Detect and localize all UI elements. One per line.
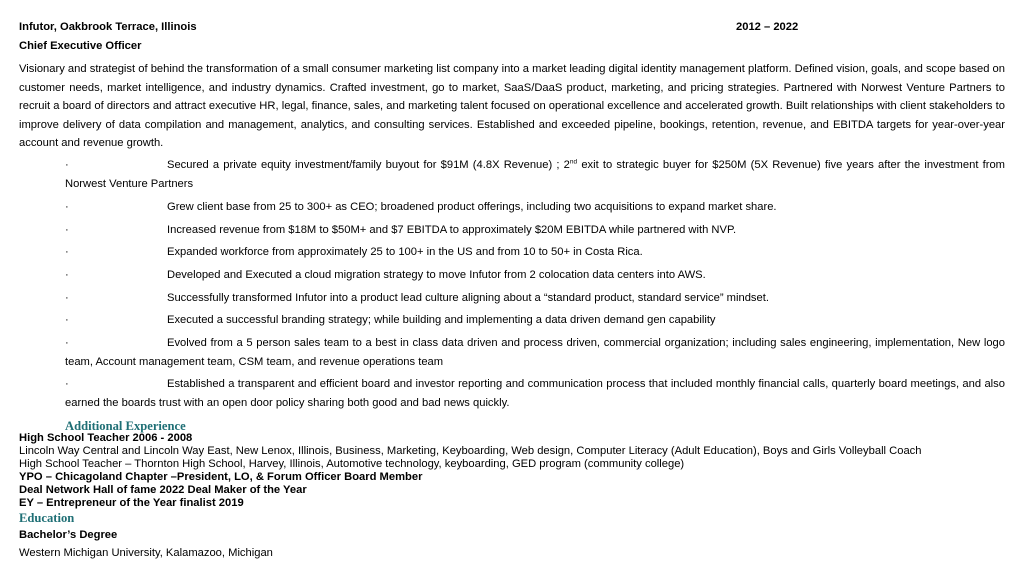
degree: Bachelor’s Degree: [19, 529, 118, 541]
bullet-text: Expanded workforce from approximately 25 to 100+ in the US and from 10 to 50+ in Costa Rica.: [167, 246, 643, 258]
company-location: Infutor, Oakbrook Terrace, Illinois: [19, 21, 197, 33]
ey-award: EY – Entrepreneur of the Year finalist 2019: [19, 497, 244, 509]
bullet-marker: ·: [65, 314, 69, 326]
thornton-teacher-role: High School Teacher – Thornton High School, Harvey, Illinois, Automotive technology, keyboarding, GED program (community college): [19, 458, 685, 470]
additional-experience-heading: Additional Experience: [65, 419, 186, 433]
employment-dates: 2012 – 2022: [736, 21, 799, 33]
achievement-bullet: [65, 311, 1005, 330]
job-summary: Visionary and strategist of behind the transformation of a small consumer marketing list company into a market leading digital identity management platform. Defined vision, goals, and scope based on customer needs, market intelligence, and industry dynamics. Crafted investment, go to market, SaaS/DaaS product, marketing, and pricing strategies. Partnered with Norwest Venture Partners to recruit a board of directors and attract executive HR, legal, finance, sales, and marketing talent focused on operational excellence and accelerated growth. Built relationships with client stakeholders to improve delivery of data compilation and management, analytics, and consulting services. Established and exceeded pipeline, bookings, retention, revenue, and EBITDA targets for year-over-year account and revenue growth.: [19, 63, 1005, 150]
bullet-marker: ·: [65, 201, 69, 213]
bullet-text: Successfully transformed Infutor into a product lead culture aligning about a “standard product, standard service” mindset.: [167, 292, 769, 304]
achievement-bullet: [65, 243, 1005, 262]
job-title: Chief Executive Officer: [19, 40, 142, 52]
school: Western Michigan University, Kalamazoo, Michigan: [19, 547, 273, 559]
ypo-role: YPO – Chicagoland Chapter –President, LO, & Forum Officer Board Member: [19, 471, 423, 483]
bullet-marker: ·: [65, 337, 69, 349]
achievement-bullet: [65, 334, 1005, 371]
bullet-marker: ·: [65, 292, 69, 304]
bullet-marker: ·: [65, 246, 69, 258]
deal-network-award: Deal Network Hall of fame 2022 Deal Maker of the Year: [19, 484, 307, 496]
bullet-marker: ·: [65, 159, 69, 171]
bullet-text: Increased revenue from $18M to $50M+ and $7 EBITDA to approximately $20M EBITDA while partnered with NVP.: [167, 224, 737, 236]
achievement-bullet: [65, 221, 1005, 240]
bullet-text: Secured a private equity investment/family buyout for $91M (4.8X Revenue) ; 2nd exit to strategic buyer for $250M (5X Revenue) five years after the investment from Norwest Venture Partners: [65, 158, 1005, 190]
bullet-text: Established a transparent and efficient board and investor reporting and communication process that included monthly financial calls, quarterly board meetings, and also earned the boards trust with an open door policy sharing both good and bad news quickly.: [65, 378, 1005, 409]
bullet-marker: ·: [65, 224, 69, 236]
education-heading: Education: [19, 511, 75, 525]
bullet-text: Evolved from a 5 person sales team to a best in class data driven and process driven, commercial organization; including sales engineering, implementation, New logo team, Account management team, CSM team, and revenue operations team: [65, 337, 1005, 368]
achievement-bullet: [65, 266, 1005, 285]
teacher-details: Lincoln Way Central and Lincoln Way East, New Lenox, Illinois, Business, Marketing, Keyboarding, Web design, Computer Literacy (Adult Education), Boys and Girls Volleyball Coach: [19, 445, 922, 457]
teacher-role: High School Teacher 2006 - 2008: [19, 432, 193, 444]
bullet-marker: ·: [65, 378, 69, 390]
bullet-text: Grew client base from 25 to 300+ as CEO; broadened product offerings, including two acquisitions to expand market share.: [167, 201, 777, 213]
bullet-text: Executed a successful branding strategy; while building and implementing a data driven demand gen capability: [167, 314, 716, 326]
achievement-bullet: [65, 375, 1005, 412]
achievement-bullet: [65, 198, 1005, 217]
achievement-bullet: [65, 289, 1005, 308]
bullet-marker: ·: [65, 269, 69, 281]
bullet-text: Developed and Executed a cloud migration strategy to move Infutor from 2 colocation data centers into AWS.: [167, 269, 706, 281]
achievement-bullet: [65, 156, 1005, 193]
